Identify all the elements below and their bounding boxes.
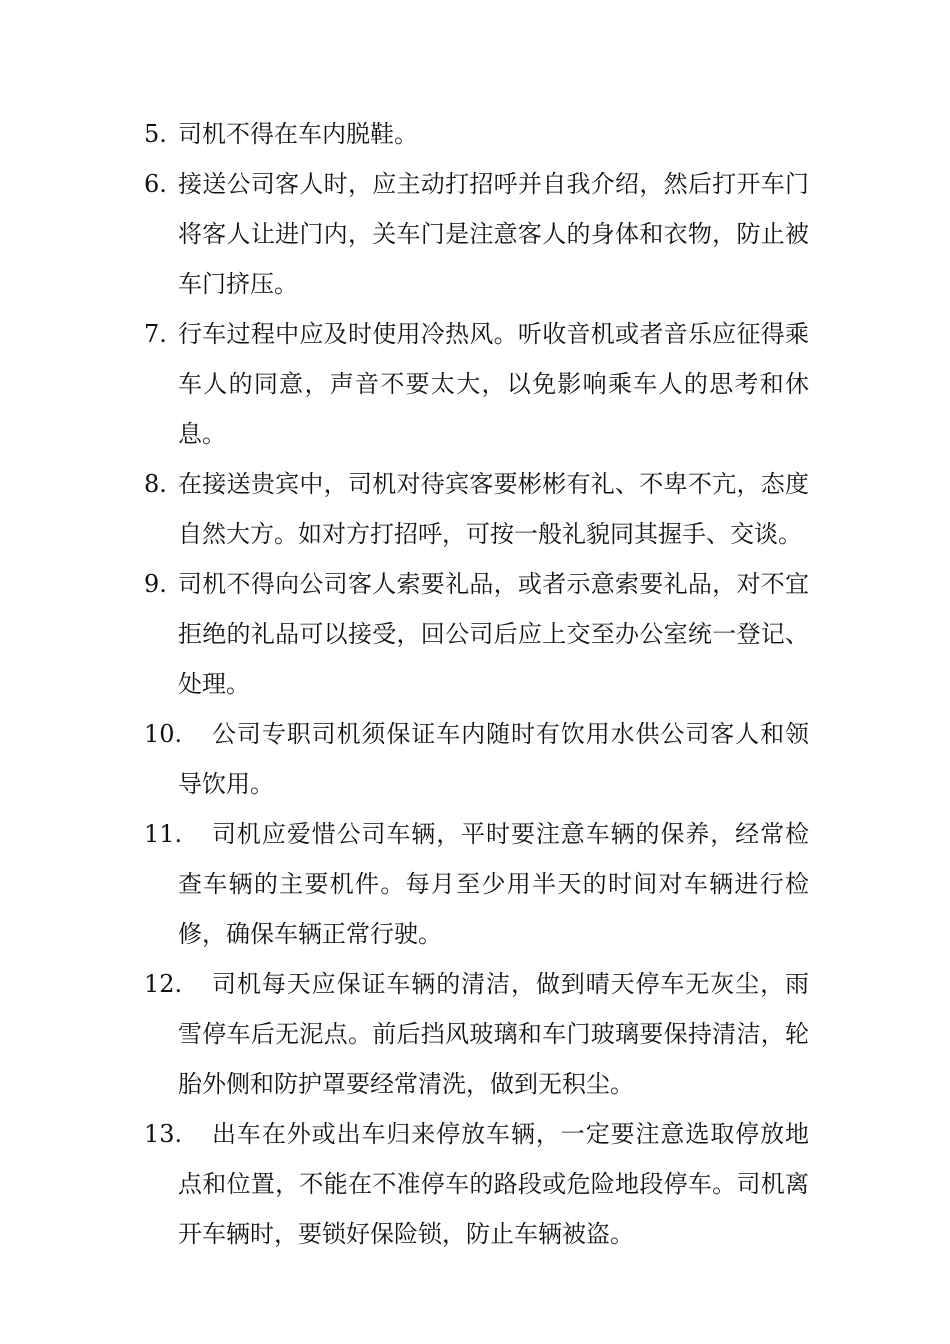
rules-list [144, 109, 809, 1259]
item-number: 7. [144, 320, 167, 348]
item-text: 司机应爱惜公司车辆，平时要注意车辆的保养，经常检查车辆的主要机件。每月至少用半天的时间对车辆进行检修，确保车辆正常行驶。 [178, 820, 809, 948]
list-item [144, 709, 809, 809]
item-number: 9. [144, 570, 167, 598]
item-text: 公司专职司机须保证车内随时有饮用水供公司客人和领导饮用。 [178, 720, 809, 798]
item-text: 司机每天应保证车辆的清洁，做到晴天停车无灰尘，雨雪停车后无泥点。前后挡风玻璃和车门玻璃要保持清洁，轮胎外侧和防护罩要经常清洗，做到无积尘。 [178, 970, 809, 1098]
list-item [144, 109, 809, 159]
list-item [144, 1109, 809, 1259]
list-item [144, 309, 809, 459]
item-text: 在接送贵宾中，司机对待宾客要彬彬有礼、不卑不亢，态度自然大方。如对方打招呼，可按一般礼貌同其握手、交谈。 [178, 470, 809, 548]
item-text: 接送公司客人时，应主动打招呼并自我介绍，然后打开车门将客人让进门内，关车门是注意客人的身体和衣物，防止被车门挤压。 [178, 170, 809, 298]
item-number: 11. [144, 820, 183, 848]
item-number: 8. [144, 470, 167, 498]
item-number: 5. [144, 120, 167, 148]
item-text: 行车过程中应及时使用冷热风。听收音机或者音乐应征得乘车人的同意，声音不要太大，以免影响乘车人的思考和休息。 [178, 320, 809, 448]
item-text: 司机不得向公司客人索要礼品，或者示意索要礼品，对不宜拒绝的礼品可以接受，回公司后应上交至办公室统一登记、处理。 [178, 570, 809, 698]
list-item [144, 459, 809, 559]
item-number: 13. [144, 1120, 183, 1148]
list-item [144, 809, 809, 959]
list-item [144, 959, 809, 1109]
list-item [144, 159, 809, 309]
list-item [144, 559, 809, 709]
item-number: 10. [144, 720, 183, 748]
item-number: 12. [144, 970, 183, 998]
item-number: 6. [144, 170, 167, 198]
item-text: 出车在外或出车归来停放车辆，一定要注意选取停放地点和位置，不能在不准停车的路段或危险地段停车。司机离开车辆时，要锁好保险锁，防止车辆被盗。 [178, 1120, 809, 1248]
item-text: 司机不得在车内脱鞋。 [178, 120, 418, 148]
